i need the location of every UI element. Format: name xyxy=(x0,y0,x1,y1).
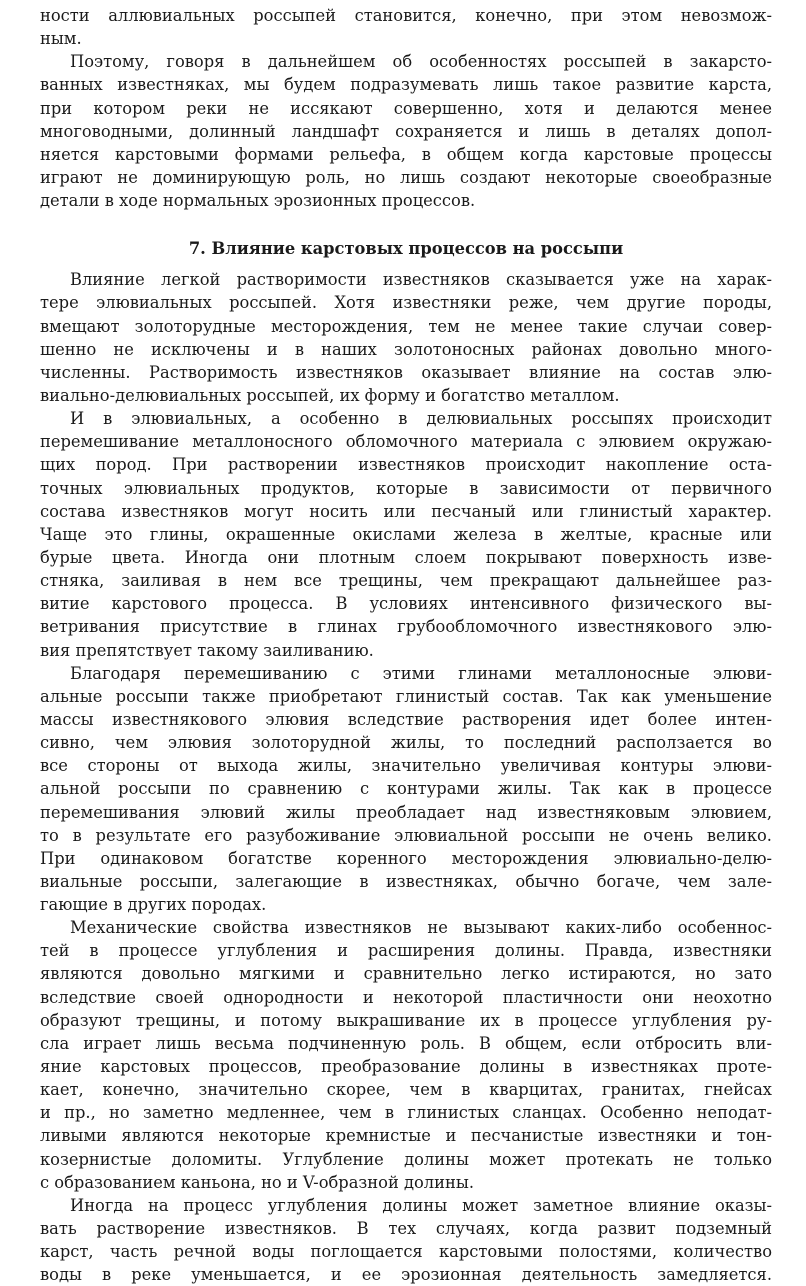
paragraph xyxy=(40,50,772,212)
text-line: няется карстовыми формами рельефа, в общем когда карстовые процессы xyxy=(40,144,772,164)
text-line: точных элювиальных продуктов, которые в зависимости от первичного xyxy=(40,478,772,498)
text-line: численны. Растворимость известняков оказывает влияние на состав элю- xyxy=(40,362,772,382)
text-line: стняка, заиливая в нем все трещины, чем прекращают дальнейшее раз- xyxy=(40,571,772,591)
text-line: массы известнякового элювия вследствие растворения идет более интен- xyxy=(40,709,772,729)
text-line: являются довольно мягкими и сравнительно легко истираются, но зато xyxy=(40,964,772,984)
text-line: Благодаря перемешиванию с этими глинами металлоносные элюви- xyxy=(70,663,772,683)
text-line: вследствие своей однородности и некоторой пластичности они неохотно xyxy=(40,987,772,1007)
text-line: козернистые доломиты. Углубление долины может протекать не только xyxy=(40,1149,772,1169)
text-line: карст, часть речной воды поглощается карстовыми полостями, количество xyxy=(40,1242,772,1262)
text-line: виальные россыпи, залегающие в известняках, обычно богаче, чем зале- xyxy=(40,871,772,891)
paragraph xyxy=(40,1194,772,1286)
text-line: ванных известняках, мы будем подразумевать лишь такое развитие карста, xyxy=(40,75,772,95)
paragraph xyxy=(40,916,772,1194)
paragraph xyxy=(40,662,772,917)
text-line: то в результате его разубоживание элювиальной россыпи не очень велико. xyxy=(40,825,772,845)
text-line: Иногда на процесс углубления долины может заметное влияние оказы- xyxy=(70,1195,772,1215)
text-line: при котором реки не иссякают совершенно, хотя и делаются менее xyxy=(40,98,772,118)
text-line: щих пород. При растворении известняков происходит накопление оста- xyxy=(40,455,772,475)
text-line: альные россыпи также приобретают глинистый состав. Так как уменьшение xyxy=(40,686,772,706)
text-line: перемешивание металлоносного обломочного материала с элювием окружаю- xyxy=(40,432,772,452)
text-line: вмещают золоторудные месторождения, тем не менее такие случаи совер- xyxy=(40,316,772,336)
text-line: с образованием каньона, но и V-образной долины. xyxy=(40,1172,474,1192)
text-line: состава известняков могут носить или песчаный или глинистый характер. xyxy=(40,501,772,521)
text-line: воды в реке уменьшается, и ее эрозионная деятельность замедляется. xyxy=(40,1265,772,1285)
text-line: виально-делювиальных россыпей, их форму и богатство металлом. xyxy=(40,385,620,405)
text-line: И в элювиальных, а особенно в делювиальных россыпях происходит xyxy=(70,409,772,429)
text-line: образуют трещины, и потому выкрашивание их в процессе углубления ру- xyxy=(40,1010,772,1030)
text-line: Влияние легкой растворимости известняков сказывается уже на харак- xyxy=(70,270,772,290)
text-line: играют не доминирующую роль, но лишь создают некоторые своеобразные xyxy=(40,167,772,187)
text-line: сла играет лишь весьма подчиненную роль. В общем, если отбросить вли- xyxy=(40,1033,772,1053)
text-line: При одинаковом богатстве коренного месторождения элювиально-делю- xyxy=(40,848,772,868)
text-line: тере элювиальных россыпей. Хотя известняки реже, чем другие породы, xyxy=(40,293,772,313)
text-line: ности аллювиальных россыпей становится, конечно, при этом невозмож- xyxy=(40,6,772,25)
text-line: ветривания присутствие в глинах грубообломочного известнякового элю- xyxy=(40,617,772,637)
paragraph xyxy=(40,268,772,407)
text-line: гающие в других породах. xyxy=(40,895,267,915)
text-line: вать растворение известняков. В тех случаях, когда развит подземный xyxy=(40,1219,772,1239)
text-line: Поэтому, говоря в дальнейшем об особенностях россыпей в закарсто- xyxy=(70,52,772,72)
text-line: сивно, чем элювия золоторудной жилы, то последний расползается во xyxy=(40,733,772,753)
text-line: ливыми являются некоторые кремнистые и песчанистые известняки и тон- xyxy=(40,1126,772,1146)
section-heading: 7. Влияние карстовых процессов на россыпи xyxy=(188,239,624,259)
text-line: Механические свойства известняков не вызывают каких-либо особеннос- xyxy=(70,918,772,938)
paragraph xyxy=(40,4,772,50)
text-line: все стороны от выхода жилы, значительно увеличивая контуры элюви- xyxy=(40,756,772,776)
text-line: альной россыпи по сравнению с контурами жилы. Так как в процессе xyxy=(40,779,772,799)
text-line: многоводными, долинный ландшафт сохраняется и лишь в деталях допол- xyxy=(40,121,772,141)
text-line: и пр., но заметно медленнее, чем в глинистых сланцах. Особенно неподат- xyxy=(40,1103,772,1123)
text-line: кает, конечно, значительно скорее, чем в кварцитах, гранитах, гнейсах xyxy=(40,1080,772,1100)
text-line: шенно не исключены и в наших золотоносных районах довольно много- xyxy=(40,339,772,359)
text-line: детали в ходе нормальных эрозионных процессов. xyxy=(40,191,476,211)
text-line: вия препятствует такому заиливанию. xyxy=(40,640,374,660)
text-line: тей в процессе углубления и расширения долины. Правда, известняки xyxy=(40,941,772,961)
text-line: перемешивания элювий жилы преобладает над известняковым элювием, xyxy=(40,802,772,822)
text-line: бурые цвета. Иногда они плотным слоем покрывают поверхность изве- xyxy=(40,547,772,567)
text-line: ным. xyxy=(40,29,82,49)
paragraph xyxy=(40,407,772,662)
text-line: витие карстового процесса. В условиях интенсивного физического вы- xyxy=(40,594,772,614)
text-line: Чаще это глины, окрашенные окислами железа в желтые, красные или xyxy=(40,524,772,544)
text-line: яние карстовых процессов, преобразование долины в известняках проте- xyxy=(40,1057,772,1077)
